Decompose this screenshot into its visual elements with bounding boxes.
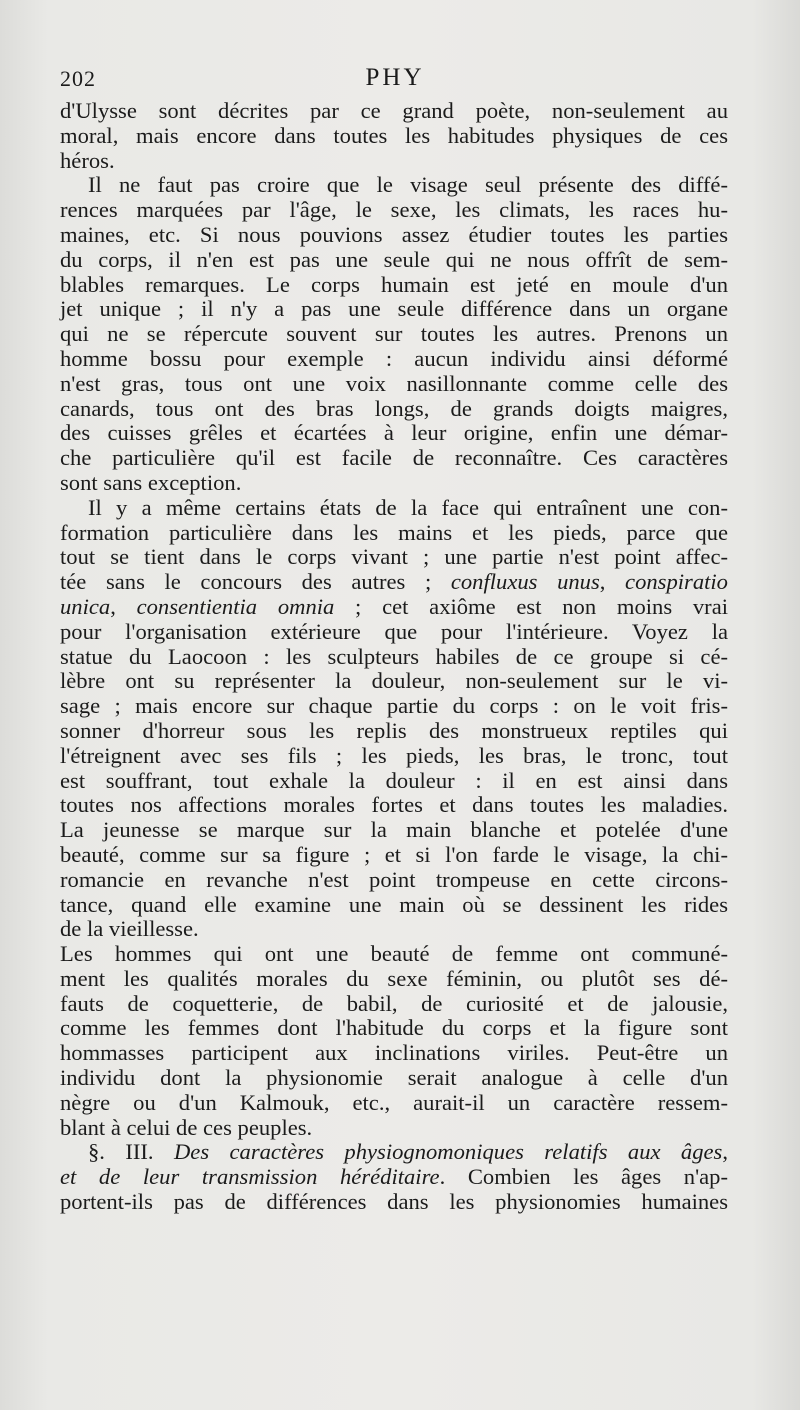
text-line: moral, mais encore dans toutes les habitudes physiques de ces [60, 122, 728, 148]
text-line: hommasses participent aux inclinations viriles. Peut-être un [60, 1040, 728, 1066]
text-line: La jeunesse se marque sur la main blanche et potelée d'une [60, 817, 728, 843]
text-line: rences marquées par l'âge, le sexe, les climats, les races hu- [60, 197, 728, 223]
text-line: nègre ou d'un Kalmouk, etc., aurait-il un caractère ressem- [60, 1089, 728, 1115]
text-line: homme bossu pour exemple : aucun individu ainsi déformé [60, 345, 728, 371]
body-text [60, 99, 728, 1215]
text-line: maines, etc. Si nous pouvions assez étudier toutes les parties [60, 221, 728, 247]
text-line: n'est gras, tous ont une voix nasillonnante comme celle des [60, 370, 728, 396]
text-line: l'étreignent avec ses fils ; les pieds, les bras, le tronc, tout [60, 742, 728, 768]
text-line: tée sans le concours des autres ; confluxus unus, conspiratio [60, 569, 728, 595]
text-line: de la vieillesse. [60, 916, 199, 942]
text-line: §. III. Des caractères physiognomoniques relatifs aux âges, [88, 1139, 728, 1165]
text-line: unica, consentientia omnia ; cet axiôme est non moins vrai [60, 593, 728, 619]
text-line: tance, quand elle examine une main où se dessinent les rides [60, 891, 728, 917]
text-line: ment les qualités morales du sexe féminin, ou plutôt ses dé- [60, 965, 728, 991]
text-line: statue du Laocoon : les sculpteurs habiles de ce groupe si cé- [60, 643, 728, 669]
text-line: blant à celui de ces peuples. [60, 1114, 313, 1140]
text-line: est souffrant, tout exhale la douleur : il en est ainsi dans [60, 767, 728, 793]
running-head: PHY [365, 64, 425, 91]
text-line: jet unique ; il n'y a pas une seule différence dans un organe [60, 296, 728, 322]
text-line: che particulière qu'il est facile de reconnaître. Ces caractères [60, 445, 728, 471]
text-line: du corps, il n'en est pas une seule qui ne nous offrît de sem- [60, 246, 728, 272]
text-line: blables remarques. Le corps humain est jeté en moule d'un [60, 271, 728, 297]
text-line: pour l'organisation extérieure que pour l'intérieure. Voyez la [60, 618, 728, 644]
text-line: individu dont la physionomie serait analogue à celle d'un [60, 1065, 728, 1091]
text-line: lèbre ont su représenter la douleur, non-seulement sur le vi- [60, 668, 728, 694]
text-line: sont sans exception. [60, 469, 242, 495]
text-line: sage ; mais encore sur chaque partie du corps : on le voit fris- [60, 693, 728, 719]
text-line: qui ne se répercute souvent sur toutes les autres. Prenons un [60, 321, 728, 347]
text-line: d'Ulysse sont décrites par ce grand poète, non-seulement au [60, 98, 728, 123]
text-line: toutes nos affections morales fortes et dans toutes les maladies. [60, 792, 728, 818]
text-line: héros. [60, 147, 115, 173]
text-line: portent-ils pas de différences dans les physionomies humaines [60, 1189, 728, 1215]
page-number: 202 [60, 66, 96, 91]
text-line: fauts de coquetterie, de babil, de curiosité et de jalousie, [60, 990, 728, 1016]
page-header [60, 64, 730, 96]
text-line: Les hommes qui ont une beauté de femme ont communé- [60, 941, 728, 967]
text-line: Il y a même certains états de la face qui entraînent une con- [88, 494, 728, 520]
text-line: romancie en revanche n'est point trompeuse en cette circons- [60, 866, 728, 892]
text-line: tout se tient dans le corps vivant ; une partie n'est point affec- [60, 544, 728, 570]
text-line: formation particulière dans les mains et les pieds, parce que [60, 519, 728, 545]
text-line: des cuisses grêles et écartées à leur origine, enfin une démar- [60, 420, 728, 446]
text-line: canards, tous ont des bras longs, de grands doigts maigres, [60, 395, 728, 421]
text-line: sonner d'horreur sous les replis des monstrueux reptiles qui [60, 717, 728, 743]
text-line: comme les femmes dont l'habitude du corps et la figure sont [60, 1015, 728, 1041]
text-line: beauté, comme sur sa figure ; et si l'on farde le visage, la chi- [60, 841, 728, 867]
text-line: Il ne faut pas croire que le visage seul présente des diffé- [88, 172, 728, 198]
text-line: et de leur transmission héréditaire. Combien les âges n'ap- [60, 1164, 728, 1190]
